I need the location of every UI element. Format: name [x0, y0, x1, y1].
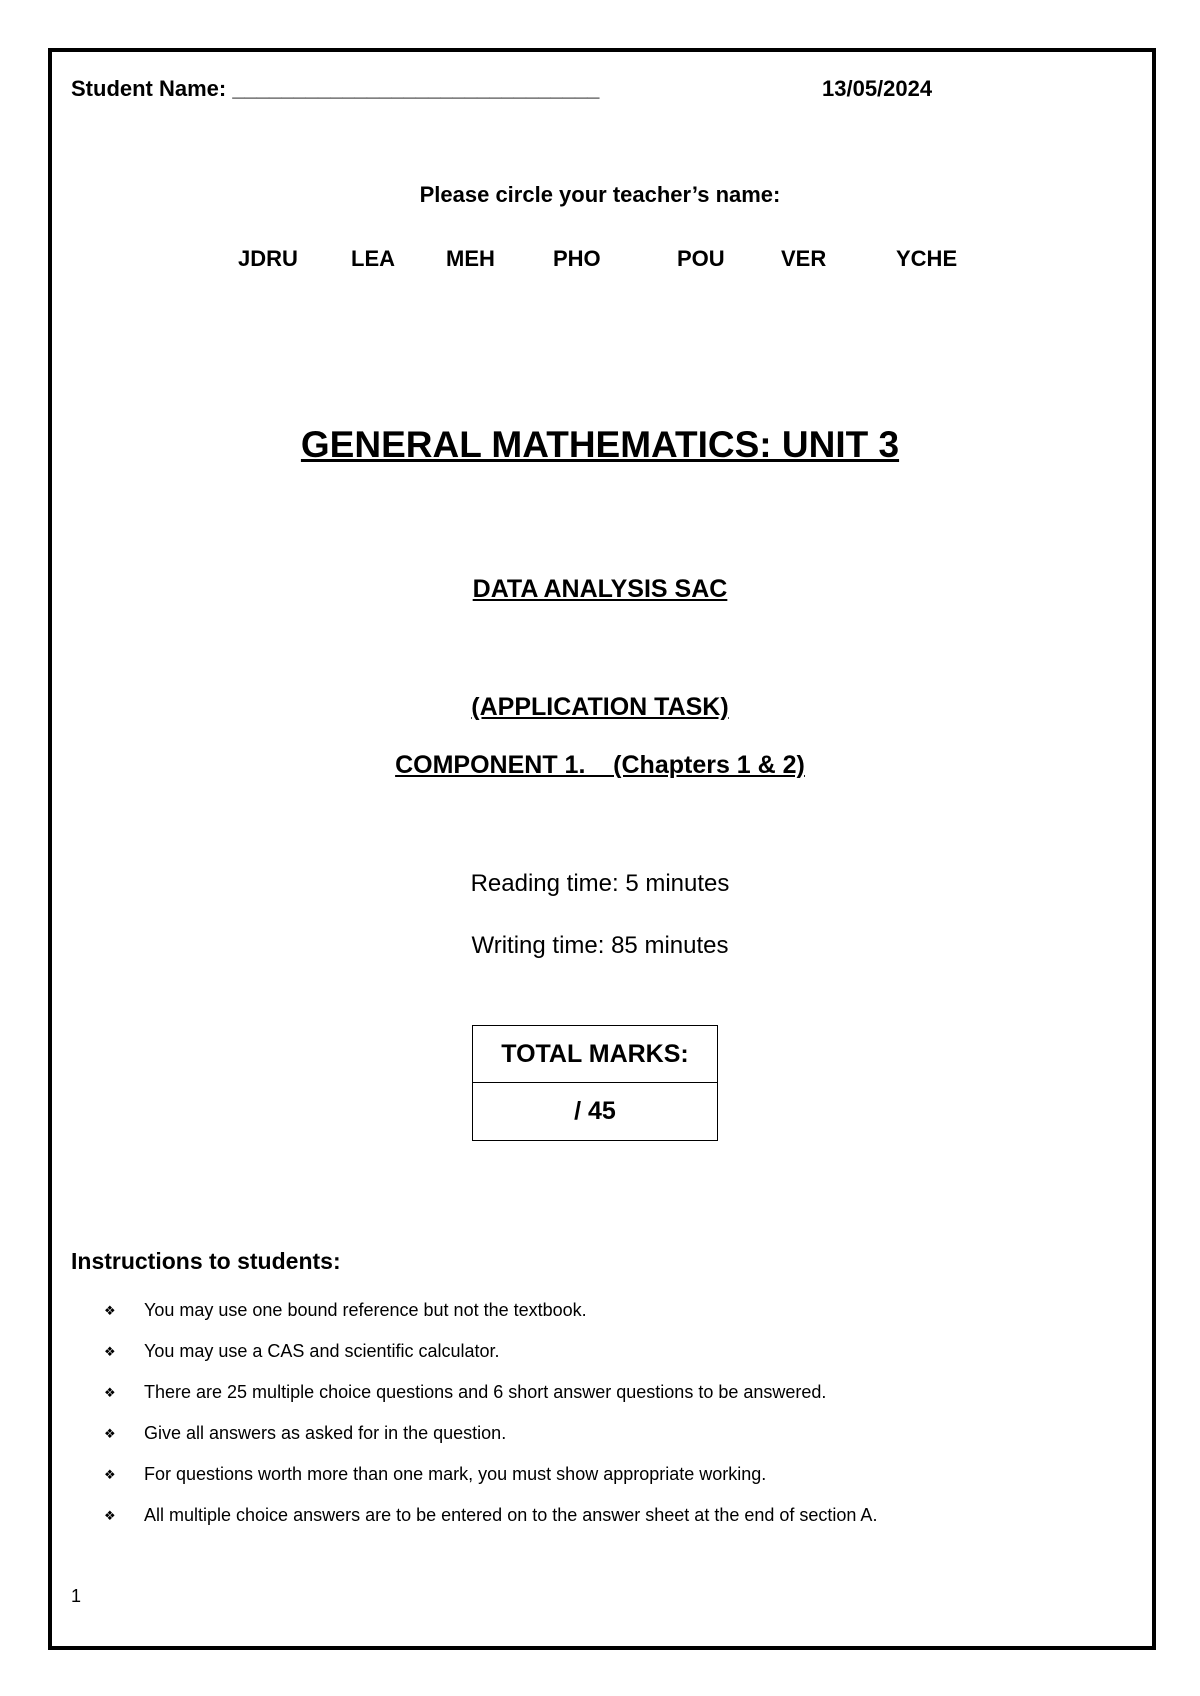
instruction-item [104, 1337, 877, 1378]
teacher-option-meh[interactable]: MEH [446, 246, 495, 271]
diamond-bullet-icon: ❖ [104, 1385, 116, 1401]
instruction-item [104, 1419, 877, 1460]
instruction-item [104, 1296, 877, 1337]
teacher-option-lea[interactable]: LEA [351, 246, 395, 271]
component-label: COMPONENT 1. (Chapters 1 & 2) [395, 751, 805, 779]
instruction-text: You may use a CAS and scientific calculator. [144, 1341, 500, 1361]
diamond-bullet-icon: ❖ [104, 1303, 116, 1319]
instruction-text: All multiple choice answers are to be entered on to the answer sheet at the end of section A. [144, 1505, 878, 1525]
instructions-list [104, 1296, 877, 1542]
instruction-item [104, 1378, 877, 1419]
task-label: (APPLICATION TASK) [471, 693, 729, 721]
diamond-bullet-icon: ❖ [104, 1508, 116, 1524]
page-number: 1 [71, 1586, 82, 1606]
total-marks-label: TOTAL MARKS: [473, 1026, 717, 1083]
subtitle: DATA ANALYSIS SAC [472, 575, 728, 603]
page-title: GENERAL MATHEMATICS: UNIT 3 [300, 424, 900, 465]
instruction-item [104, 1460, 877, 1501]
diamond-bullet-icon: ❖ [104, 1344, 116, 1360]
teacher-circle-prompt: Please circle your teacher’s name: [419, 182, 781, 207]
instruction-text: You may use one bound reference but not the textbook. [144, 1300, 587, 1320]
teacher-option-pho[interactable]: PHO [553, 246, 601, 271]
teacher-option-ver[interactable]: VER [781, 246, 827, 271]
exam-date: 13/05/2024 [822, 76, 933, 101]
total-marks-box [472, 1025, 718, 1141]
reading-time: Reading time: 5 minutes [470, 870, 730, 897]
student-name-field[interactable]: Student Name: ______________________________ [71, 76, 600, 101]
instruction-text: For questions worth more than one mark, you must show appropriate working. [144, 1464, 767, 1484]
teacher-option-yche[interactable]: YCHE [896, 246, 958, 271]
diamond-bullet-icon: ❖ [104, 1467, 116, 1483]
instructions-heading: Instructions to students: [71, 1248, 341, 1274]
instruction-item [104, 1501, 877, 1542]
writing-time: Writing time: 85 minutes [471, 932, 729, 959]
instruction-text: Give all answers as asked for in the question. [144, 1423, 507, 1443]
total-marks-value[interactable]: / 45 [574, 1097, 616, 1125]
teacher-option-jdru[interactable]: JDRU [238, 246, 298, 271]
instruction-text: There are 25 multiple choice questions and 6 short answer questions to be answered. [144, 1382, 827, 1402]
diamond-bullet-icon: ❖ [104, 1426, 116, 1442]
teacher-option-pou[interactable]: POU [677, 246, 725, 271]
